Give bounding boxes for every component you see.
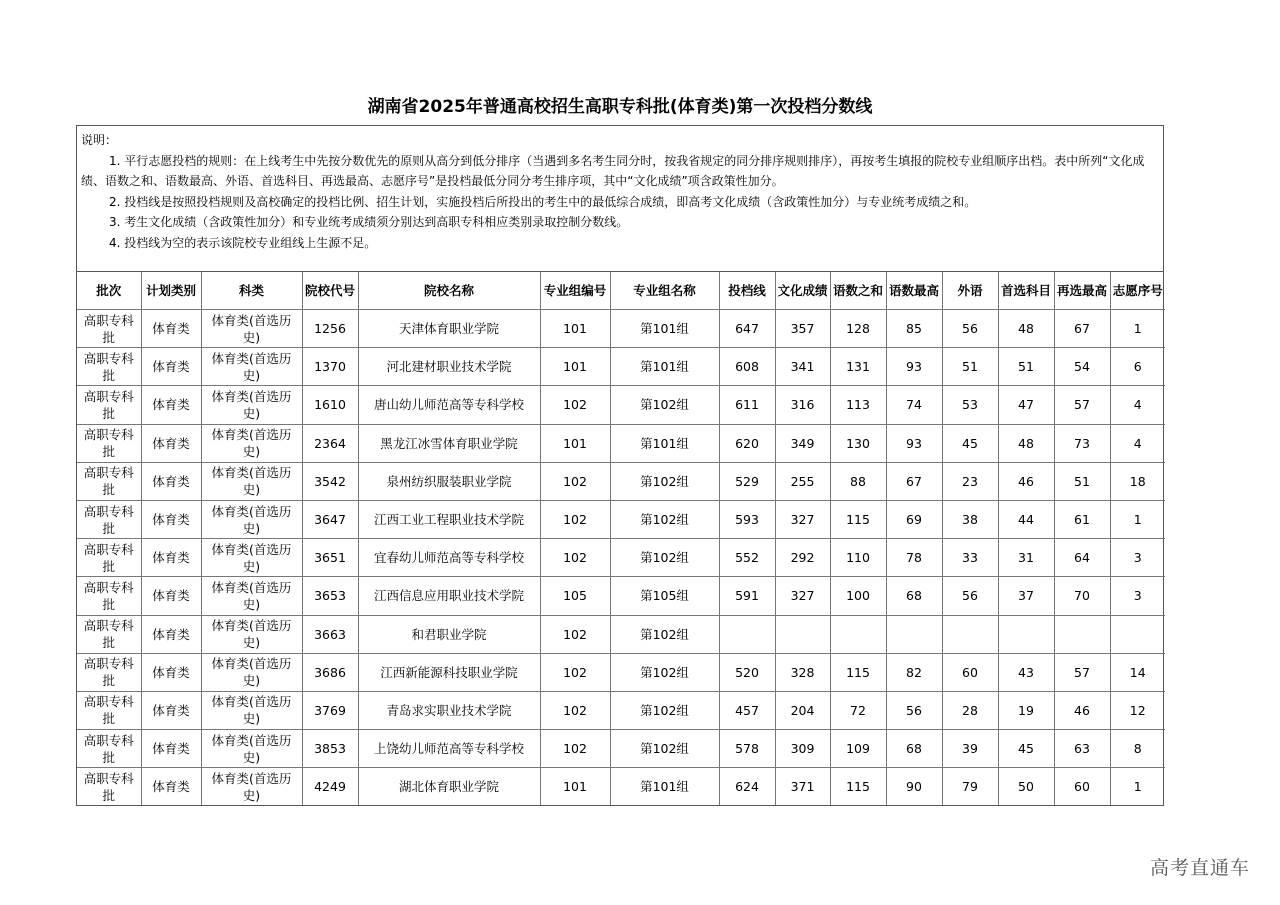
table-cell: 79 bbox=[942, 768, 998, 806]
table-cell: 130 bbox=[830, 424, 886, 462]
table-cell: 1 bbox=[1110, 310, 1165, 348]
table-cell: 611 bbox=[719, 386, 775, 424]
table-cell: 湖北体育职业学院 bbox=[358, 768, 540, 806]
table-row bbox=[77, 539, 1165, 577]
table-cell: 8 bbox=[1110, 730, 1165, 768]
col-header: 科类 bbox=[201, 272, 302, 310]
table-cell: 3686 bbox=[302, 653, 358, 691]
table-cell: 体育类 bbox=[141, 462, 201, 500]
table-cell: 82 bbox=[886, 653, 942, 691]
table-cell: 第101组 bbox=[610, 348, 719, 386]
table-cell: 第102组 bbox=[610, 691, 719, 729]
col-header: 计划类别 bbox=[141, 272, 201, 310]
table-cell: 19 bbox=[998, 691, 1054, 729]
table-cell: 204 bbox=[775, 691, 830, 729]
note-item-4: 4. 投档线为空的表示该院校专业组线上生源不足。 bbox=[109, 235, 377, 250]
table-cell bbox=[719, 615, 775, 653]
table-cell: 115 bbox=[830, 653, 886, 691]
table-cell: 48 bbox=[998, 424, 1054, 462]
table-row bbox=[77, 691, 1165, 729]
table-cell: 93 bbox=[886, 348, 942, 386]
table-cell: 70 bbox=[1054, 577, 1110, 615]
table-cell: 体育类(首选历史) bbox=[201, 462, 302, 500]
note-item-1: 1. 平行志愿投档的规则：在上线考生中先按分数优先的原则从高分到低分排序（当遇到多名考生同分时，按我省规定的同分排序规则排序），再按考生填报的院校专业组顺序出档。表中所列“文化成绩、语数之和、语数最高、外语、首选科目、再选最高、志愿序号”是投档最低分同分考生排序项，其中“文化成绩”项含政策性加分。 bbox=[81, 153, 1145, 188]
table-cell: 3653 bbox=[302, 577, 358, 615]
table-cell: 体育类(首选历史) bbox=[201, 539, 302, 577]
table-cell: 102 bbox=[540, 539, 610, 577]
table-cell: 44 bbox=[998, 500, 1054, 538]
table-body bbox=[77, 310, 1165, 806]
table-cell: 39 bbox=[942, 730, 998, 768]
col-header: 语数最高 bbox=[886, 272, 942, 310]
table-cell: 578 bbox=[719, 730, 775, 768]
table-cell: 101 bbox=[540, 310, 610, 348]
col-header: 批次 bbox=[77, 272, 141, 310]
score-table bbox=[77, 272, 1165, 805]
table-row bbox=[77, 348, 1165, 386]
table-cell bbox=[1110, 615, 1165, 653]
table-cell: 51 bbox=[998, 348, 1054, 386]
table-cell: 高职专科批 bbox=[77, 768, 141, 806]
table-cell: 泉州纺织服装职业学院 bbox=[358, 462, 540, 500]
table-cell: 高职专科批 bbox=[77, 500, 141, 538]
table-cell: 4 bbox=[1110, 424, 1165, 462]
table-cell: 51 bbox=[942, 348, 998, 386]
table-cell: 高职专科批 bbox=[77, 424, 141, 462]
table-cell: 4 bbox=[1110, 386, 1165, 424]
table-row bbox=[77, 615, 1165, 653]
table-cell: 115 bbox=[830, 500, 886, 538]
table-cell: 100 bbox=[830, 577, 886, 615]
table-cell: 3853 bbox=[302, 730, 358, 768]
table-cell: 第102组 bbox=[610, 653, 719, 691]
table-cell: 体育类 bbox=[141, 386, 201, 424]
table-cell: 18 bbox=[1110, 462, 1165, 500]
table-cell: 3 bbox=[1110, 577, 1165, 615]
table-cell: 105 bbox=[540, 577, 610, 615]
table-cell: 高职专科批 bbox=[77, 348, 141, 386]
table-cell: 327 bbox=[775, 577, 830, 615]
table-cell: 宜春幼儿师范高等专科学校 bbox=[358, 539, 540, 577]
table-cell bbox=[830, 615, 886, 653]
table-cell bbox=[998, 615, 1054, 653]
table-row bbox=[77, 768, 1165, 806]
table-cell: 体育类 bbox=[141, 500, 201, 538]
table-cell: 33 bbox=[942, 539, 998, 577]
table-cell: 体育类 bbox=[141, 730, 201, 768]
table-cell: 第102组 bbox=[610, 730, 719, 768]
table-cell: 47 bbox=[998, 386, 1054, 424]
table-cell: 109 bbox=[830, 730, 886, 768]
table-cell: 6 bbox=[1110, 348, 1165, 386]
table-cell: 青岛求实职业技术学院 bbox=[358, 691, 540, 729]
table-cell: 56 bbox=[886, 691, 942, 729]
table-cell: 体育类 bbox=[141, 577, 201, 615]
table-cell: 48 bbox=[998, 310, 1054, 348]
table-cell: 102 bbox=[540, 462, 610, 500]
table-cell: 第101组 bbox=[610, 768, 719, 806]
table-cell: 67 bbox=[886, 462, 942, 500]
table-cell: 54 bbox=[1054, 348, 1110, 386]
table-cell: 61 bbox=[1054, 500, 1110, 538]
table-cell: 327 bbox=[775, 500, 830, 538]
table-row bbox=[77, 500, 1165, 538]
table-cell: 38 bbox=[942, 500, 998, 538]
watermark: 高考直通车 bbox=[1149, 857, 1250, 879]
table-cell: 体育类 bbox=[141, 348, 201, 386]
table-cell: 黑龙江冰雪体育职业学院 bbox=[358, 424, 540, 462]
score-sheet bbox=[76, 125, 1164, 806]
table-cell: 102 bbox=[540, 730, 610, 768]
table-cell: 593 bbox=[719, 500, 775, 538]
table-cell: 第102组 bbox=[610, 539, 719, 577]
table-cell: 608 bbox=[719, 348, 775, 386]
table-cell: 高职专科批 bbox=[77, 577, 141, 615]
table-cell: 第105组 bbox=[610, 577, 719, 615]
table-cell: 2364 bbox=[302, 424, 358, 462]
table-cell: 131 bbox=[830, 348, 886, 386]
table-cell: 第102组 bbox=[610, 386, 719, 424]
table-cell: 68 bbox=[886, 577, 942, 615]
table-cell: 51 bbox=[1054, 462, 1110, 500]
table-cell: 体育类 bbox=[141, 691, 201, 729]
col-header: 志愿序号 bbox=[1110, 272, 1165, 310]
table-cell: 371 bbox=[775, 768, 830, 806]
table-cell: 620 bbox=[719, 424, 775, 462]
table-cell: 457 bbox=[719, 691, 775, 729]
table-cell bbox=[1054, 615, 1110, 653]
table-cell: 74 bbox=[886, 386, 942, 424]
table-cell: 591 bbox=[719, 577, 775, 615]
table-cell: 体育类 bbox=[141, 768, 201, 806]
col-header: 再选最高 bbox=[1054, 272, 1110, 310]
table-cell: 31 bbox=[998, 539, 1054, 577]
table-cell: 高职专科批 bbox=[77, 539, 141, 577]
table-cell: 85 bbox=[886, 310, 942, 348]
table-cell: 体育类(首选历史) bbox=[201, 615, 302, 653]
col-header: 院校代号 bbox=[302, 272, 358, 310]
table-cell: 102 bbox=[540, 386, 610, 424]
table-cell: 67 bbox=[1054, 310, 1110, 348]
table-cell: 体育类(首选历史) bbox=[201, 310, 302, 348]
table-cell: 78 bbox=[886, 539, 942, 577]
notes-section bbox=[77, 126, 1163, 272]
table-cell: 110 bbox=[830, 539, 886, 577]
table-cell: 第101组 bbox=[610, 424, 719, 462]
table-cell: 12 bbox=[1110, 691, 1165, 729]
table-cell: 73 bbox=[1054, 424, 1110, 462]
table-cell: 101 bbox=[540, 348, 610, 386]
col-header: 专业组名称 bbox=[610, 272, 719, 310]
table-row bbox=[77, 424, 1165, 462]
table-cell: 292 bbox=[775, 539, 830, 577]
notes-heading: 说明： bbox=[81, 133, 118, 147]
table-cell: 高职专科批 bbox=[77, 730, 141, 768]
table-cell: 1610 bbox=[302, 386, 358, 424]
table-cell: 316 bbox=[775, 386, 830, 424]
table-cell: 60 bbox=[942, 653, 998, 691]
table-cell bbox=[886, 615, 942, 653]
table-cell: 63 bbox=[1054, 730, 1110, 768]
table-cell: 第102组 bbox=[610, 615, 719, 653]
table-cell: 体育类 bbox=[141, 539, 201, 577]
table-cell: 50 bbox=[998, 768, 1054, 806]
table-cell: 552 bbox=[719, 539, 775, 577]
note-item-3: 3. 考生文化成绩（含政策性加分）和专业统考成绩须分别达到高职专科相应类别录取控制分数线。 bbox=[109, 215, 629, 229]
table-cell: 高职专科批 bbox=[77, 386, 141, 424]
table-cell: 56 bbox=[942, 310, 998, 348]
table-cell: 高职专科批 bbox=[77, 462, 141, 500]
table-cell: 520 bbox=[719, 653, 775, 691]
table-cell: 93 bbox=[886, 424, 942, 462]
table-cell: 37 bbox=[998, 577, 1054, 615]
table-cell: 341 bbox=[775, 348, 830, 386]
table-cell: 647 bbox=[719, 310, 775, 348]
table-cell: 体育类 bbox=[141, 653, 201, 691]
col-header: 院校名称 bbox=[358, 272, 540, 310]
table-cell: 体育类(首选历史) bbox=[201, 424, 302, 462]
table-cell: 46 bbox=[998, 462, 1054, 500]
col-header: 专业组编号 bbox=[540, 272, 610, 310]
col-header: 语数之和 bbox=[830, 272, 886, 310]
table-cell: 3647 bbox=[302, 500, 358, 538]
table-cell: 57 bbox=[1054, 653, 1110, 691]
table-cell: 3663 bbox=[302, 615, 358, 653]
table-cell: 体育类(首选历史) bbox=[201, 768, 302, 806]
table-cell: 60 bbox=[1054, 768, 1110, 806]
table-cell: 101 bbox=[540, 424, 610, 462]
table-cell: 349 bbox=[775, 424, 830, 462]
table-cell: 第102组 bbox=[610, 462, 719, 500]
table-cell: 69 bbox=[886, 500, 942, 538]
table-cell: 102 bbox=[540, 691, 610, 729]
table-cell: 102 bbox=[540, 653, 610, 691]
table-cell: 64 bbox=[1054, 539, 1110, 577]
table-cell: 101 bbox=[540, 768, 610, 806]
table-cell: 第102组 bbox=[610, 500, 719, 538]
table-cell: 128 bbox=[830, 310, 886, 348]
table-cell: 高职专科批 bbox=[77, 653, 141, 691]
page-title: 湖南省2025年普通高校招生高职专科批(体育类)第一次投档分数线 bbox=[367, 97, 873, 117]
table-cell: 23 bbox=[942, 462, 998, 500]
table-row bbox=[77, 730, 1165, 768]
table-cell: 上饶幼儿师范高等专科学校 bbox=[358, 730, 540, 768]
table-cell: 体育类(首选历史) bbox=[201, 348, 302, 386]
table-cell: 河北建材职业技术学院 bbox=[358, 348, 540, 386]
table-cell bbox=[942, 615, 998, 653]
table-cell: 体育类(首选历史) bbox=[201, 500, 302, 538]
table-cell: 第101组 bbox=[610, 310, 719, 348]
table-cell: 102 bbox=[540, 500, 610, 538]
table-cell: 115 bbox=[830, 768, 886, 806]
table-cell: 体育类(首选历史) bbox=[201, 691, 302, 729]
table-cell: 3542 bbox=[302, 462, 358, 500]
table-cell: 309 bbox=[775, 730, 830, 768]
table-cell: 体育类 bbox=[141, 310, 201, 348]
table-cell: 3651 bbox=[302, 539, 358, 577]
table-cell: 体育类 bbox=[141, 615, 201, 653]
table-cell: 江西工业工程职业技术学院 bbox=[358, 500, 540, 538]
table-cell: 255 bbox=[775, 462, 830, 500]
table-row bbox=[77, 577, 1165, 615]
table-cell: 和君职业学院 bbox=[358, 615, 540, 653]
col-header: 文化成绩 bbox=[775, 272, 830, 310]
table-cell: 高职专科批 bbox=[77, 691, 141, 729]
table-cell: 14 bbox=[1110, 653, 1165, 691]
table-cell: 529 bbox=[719, 462, 775, 500]
table-cell: 53 bbox=[942, 386, 998, 424]
table-cell: 56 bbox=[942, 577, 998, 615]
table-cell: 1256 bbox=[302, 310, 358, 348]
table-cell: 113 bbox=[830, 386, 886, 424]
col-header: 投档线 bbox=[719, 272, 775, 310]
table-cell: 45 bbox=[998, 730, 1054, 768]
table-cell: 43 bbox=[998, 653, 1054, 691]
table-row bbox=[77, 310, 1165, 348]
table-header-row bbox=[77, 272, 1165, 310]
table-cell: 4249 bbox=[302, 768, 358, 806]
table-cell: 江西新能源科技职业学院 bbox=[358, 653, 540, 691]
table-cell: 体育类(首选历史) bbox=[201, 386, 302, 424]
table-cell: 624 bbox=[719, 768, 775, 806]
table-cell: 体育类 bbox=[141, 424, 201, 462]
table-row bbox=[77, 653, 1165, 691]
table-cell: 357 bbox=[775, 310, 830, 348]
table-cell: 1 bbox=[1110, 500, 1165, 538]
table-cell: 72 bbox=[830, 691, 886, 729]
note-item-2: 2. 投档线是按照投档规则及高校确定的投档比例、招生计划，实施投档后所投出的考生中的最低综合成绩，即高考文化成绩（含政策性加分）与专业统考成绩之和。 bbox=[109, 194, 977, 209]
table-cell: 28 bbox=[942, 691, 998, 729]
col-header: 外语 bbox=[942, 272, 998, 310]
table-cell: 1 bbox=[1110, 768, 1165, 806]
table-cell: 体育类(首选历史) bbox=[201, 730, 302, 768]
table-cell bbox=[775, 615, 830, 653]
table-cell: 唐山幼儿师范高等专科学校 bbox=[358, 386, 540, 424]
table-cell: 天津体育职业学院 bbox=[358, 310, 540, 348]
table-cell: 90 bbox=[886, 768, 942, 806]
table-cell: 体育类(首选历史) bbox=[201, 577, 302, 615]
table-cell: 3769 bbox=[302, 691, 358, 729]
table-cell: 68 bbox=[886, 730, 942, 768]
table-cell: 体育类(首选历史) bbox=[201, 653, 302, 691]
table-cell: 高职专科批 bbox=[77, 310, 141, 348]
table-cell: 高职专科批 bbox=[77, 615, 141, 653]
col-header: 首选科目 bbox=[998, 272, 1054, 310]
table-cell: 328 bbox=[775, 653, 830, 691]
table-cell: 88 bbox=[830, 462, 886, 500]
table-cell: 46 bbox=[1054, 691, 1110, 729]
table-cell: 1370 bbox=[302, 348, 358, 386]
table-cell: 57 bbox=[1054, 386, 1110, 424]
table-row bbox=[77, 462, 1165, 500]
table-cell: 102 bbox=[540, 615, 610, 653]
table-cell: 45 bbox=[942, 424, 998, 462]
table-cell: 3 bbox=[1110, 539, 1165, 577]
table-row bbox=[77, 386, 1165, 424]
table-cell: 江西信息应用职业技术学院 bbox=[358, 577, 540, 615]
